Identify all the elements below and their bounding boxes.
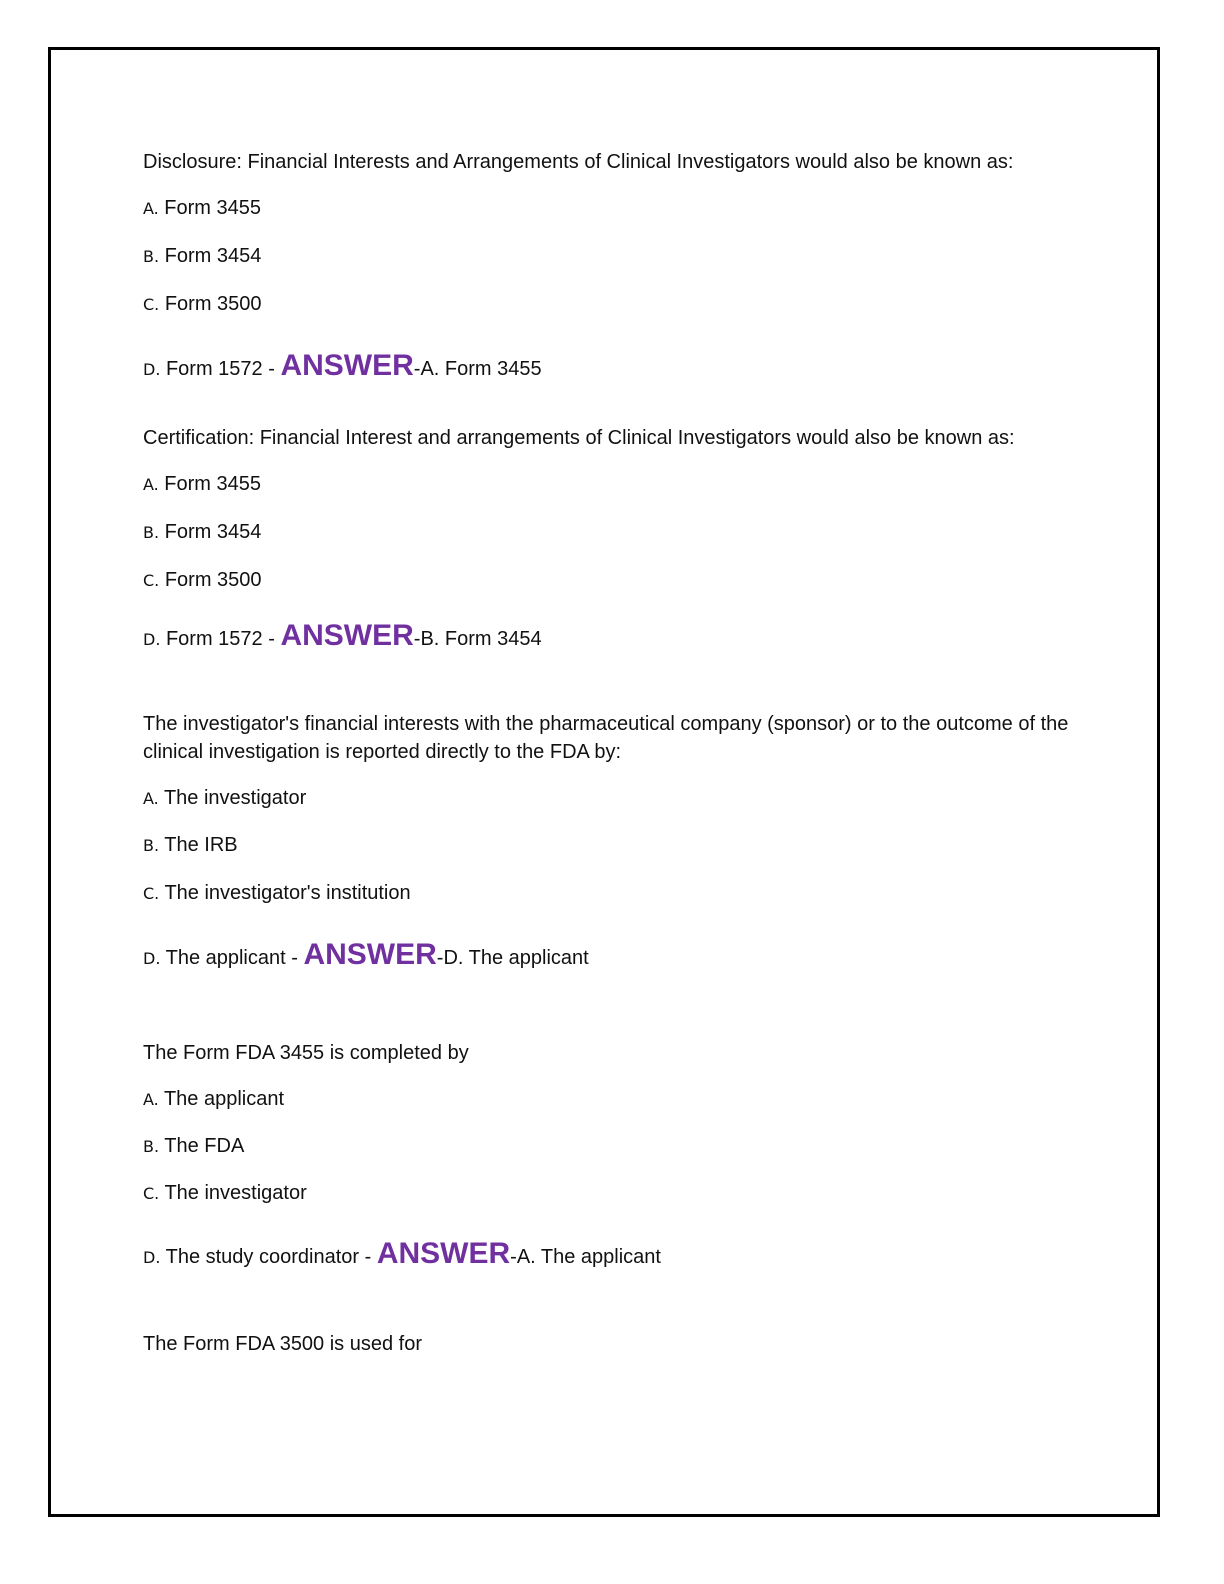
question-block	[143, 710, 1073, 971]
question-block	[143, 1330, 1073, 1358]
answer-text: -A. The applicant	[510, 1246, 661, 1268]
answer-text: -D. The applicant	[436, 947, 589, 969]
option-a: A. The applicant	[143, 1088, 285, 1110]
option-a: A. The investigator	[143, 787, 307, 809]
question-block	[143, 148, 1073, 382]
document-content	[143, 148, 1073, 1358]
question-block	[143, 1039, 1073, 1270]
answer-label: ANSWER	[280, 619, 414, 652]
option-c: C. The investigator	[143, 1182, 307, 1204]
option-c: C. The investigator's institution	[143, 882, 411, 904]
question-text: The investigator's financial interests with the pharmaceutical company (sponsor) or to the outcome of the clinical investigation is reported directly to the FDA by:	[143, 713, 1069, 763]
option-b: B. The FDA	[143, 1135, 245, 1157]
question-block	[143, 424, 1073, 652]
option-b: B. Form 3454	[143, 245, 262, 267]
option-d: D. Form 1572 - ANSWER-B. Form 3454	[143, 619, 542, 652]
answer-label: ANSWER	[303, 938, 437, 971]
answer-text: -A. Form 3455	[413, 358, 542, 380]
question-text: Certification: Financial Interest and arrangements of Clinical Investigators would also be known as:	[143, 427, 1015, 449]
answer-label: ANSWER	[280, 349, 414, 382]
option-b: B. The IRB	[143, 834, 238, 856]
option-b: B. Form 3454	[143, 521, 262, 543]
question-text: The Form FDA 3500 is used for	[143, 1333, 423, 1355]
option-c: C. Form 3500	[143, 293, 262, 315]
question-text: Disclosure: Financial Interests and Arrangements of Clinical Investigators would also be known as:	[143, 151, 1014, 173]
option-a: A. Form 3455	[143, 473, 262, 495]
option-d: D. The study coordinator - ANSWER-A. The applicant	[143, 1237, 661, 1270]
option-c: C. Form 3500	[143, 569, 262, 591]
option-d: D. The applicant - ANSWER-D. The applicant	[143, 938, 589, 971]
answer-label: ANSWER	[376, 1237, 511, 1270]
option-d: D. Form 1572 - ANSWER-A. Form 3455	[143, 349, 542, 382]
answer-text: -B. Form 3454	[413, 628, 542, 650]
question-text: The Form FDA 3455 is completed by	[143, 1042, 469, 1064]
option-a: A. Form 3455	[143, 197, 262, 219]
